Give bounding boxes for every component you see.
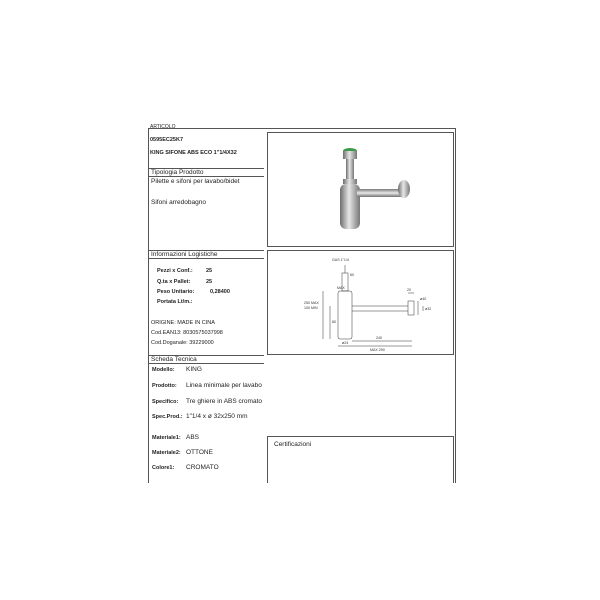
technical-drawing-box xyxy=(267,250,454,355)
drawing-dim240: 240 xyxy=(376,336,382,340)
spec-label-modello: Modello: xyxy=(152,367,175,373)
spec-label-prodotto: Prodotto: xyxy=(152,383,177,389)
doganale-code: Cod.Doganale: 39229000 xyxy=(151,340,214,346)
drawing-max290: MAX 290 xyxy=(370,348,385,352)
drawing-phi24: ø24 xyxy=(342,341,349,345)
tipologia-header: Tipologia Prodotto xyxy=(151,169,204,176)
material-label-2: Materiale2: xyxy=(152,450,181,456)
logistic-value-peso: 0,28400 xyxy=(210,289,230,295)
logistic-label-portata: Portata Lt/m.: xyxy=(157,299,193,305)
material-label-1: Materiale1: xyxy=(152,435,181,441)
logistic-label-pezzi: Pezzi x Conf.: xyxy=(157,268,193,274)
scheda-header: Scheda Tecnica xyxy=(151,356,197,363)
divider xyxy=(148,363,264,364)
material-value-1: ABS xyxy=(186,434,200,441)
drawing-dim250: 250 MAX xyxy=(304,301,319,305)
product-photo-box xyxy=(267,132,454,247)
logistic-label-peso: Peso Unitario: xyxy=(157,289,195,295)
drawing-dim20: 20 xyxy=(407,288,411,292)
drawing-phi32: ø32 xyxy=(425,307,432,311)
drawing-dim100: 100 MIN xyxy=(304,306,318,310)
certificazioni-label: Certificazioni xyxy=(274,441,312,448)
origine: ORIGINE: MADE IN CINA xyxy=(151,320,215,326)
tipologia-line1: Pilette e sifoni per lavabo/bidet xyxy=(151,178,240,185)
spec-label-specprod: Spec.Prod.: xyxy=(152,414,183,420)
divider xyxy=(148,258,264,259)
divider xyxy=(148,176,264,177)
drawing-dim60: 60 xyxy=(350,273,354,277)
spec-value-specifico: Tre ghiere in ABS cromato xyxy=(186,398,262,405)
drawing-gas: GAS 1"1/4 xyxy=(332,258,349,262)
logistic-label-pallet: Q.ta x Pallet: xyxy=(157,279,191,285)
drawing-dim80: 80 xyxy=(332,320,336,324)
technical-drawing xyxy=(268,251,453,354)
articolo-label: ARTICOLO xyxy=(150,124,176,130)
drawing-max: MAX xyxy=(337,286,345,290)
tipologia-line2: Sifoni arredobagno xyxy=(151,199,206,206)
material-value-2: OTTONE xyxy=(186,449,213,456)
spec-value-modello: KING xyxy=(186,366,202,373)
logistiche-header: Informazioni Logistiche xyxy=(151,251,218,258)
product-code: 0595EC25K7 xyxy=(150,137,184,143)
product-title: KING SIFONE ABS ECO 1"1/4X32 xyxy=(150,150,237,156)
logistic-value-pallet: 25 xyxy=(206,279,213,285)
color-label-1: Colore1: xyxy=(152,465,175,471)
color-value-1: CROMATO xyxy=(186,464,219,471)
drawing-phi40: ø40 xyxy=(420,297,427,301)
siphon-photo xyxy=(268,133,453,246)
spec-value-specprod: 1"1/4 x ø 32x250 mm xyxy=(186,413,248,420)
ean-code: Cod.EAN13: 8030575037998 xyxy=(151,330,223,336)
logistic-value-pezzi: 25 xyxy=(206,268,213,274)
spec-label-specifico: Specifico: xyxy=(152,399,179,405)
spec-value-prodotto: Linea minimale per lavabo xyxy=(186,382,262,389)
